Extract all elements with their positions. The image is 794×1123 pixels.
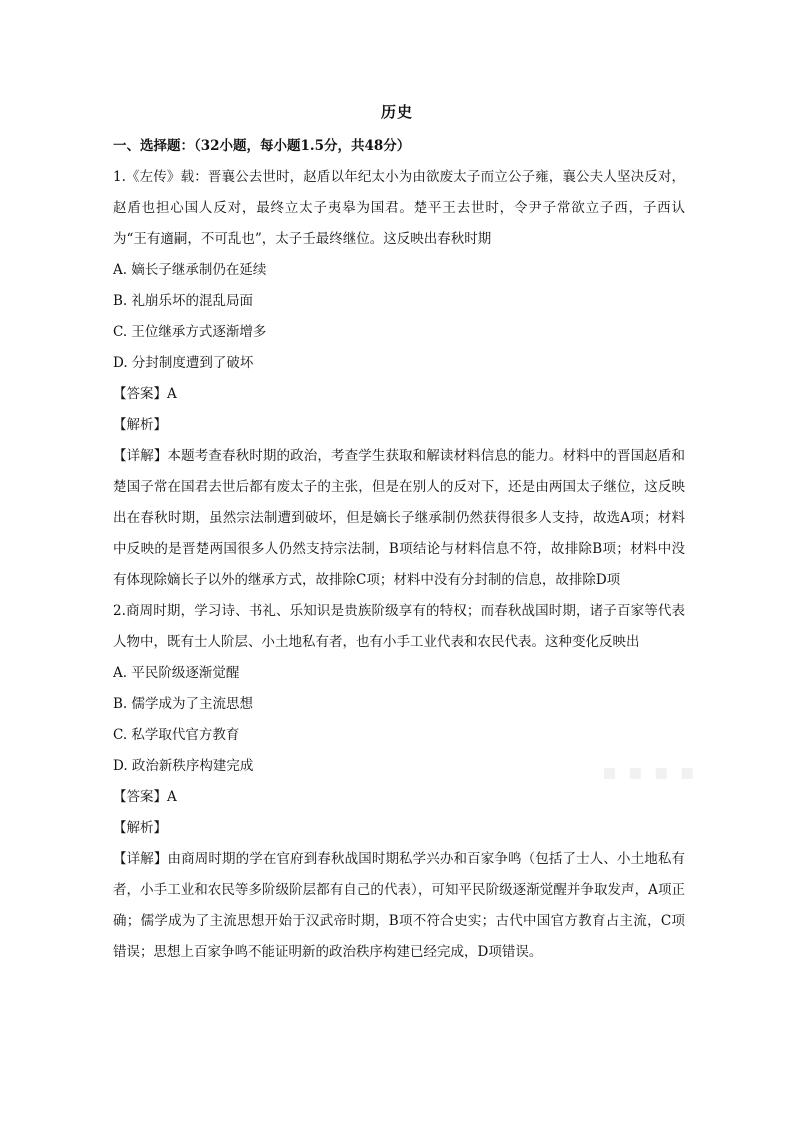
option-a: A. 平民阶级逐渐觉醒 <box>113 665 240 681</box>
document-body <box>113 131 685 968</box>
question-1 <box>113 162 685 596</box>
option-c: C. 私学取代官方教育 <box>113 727 240 743</box>
option-b: B. 礼崩乐坏的混乱局面 <box>113 293 254 309</box>
answer-label: 【答案】A <box>113 386 177 402</box>
question-stem: 2.商周时期，学习诗、书礼、乐知识是贵族阶级享有的特权；而春秋战国时期，诸子百家等代表人物中，既有士人阶层、小土地私有者，也有小手工业代表和农民代表。这种变化反映出 <box>113 603 685 650</box>
analysis-label: 【解析】 <box>113 417 167 433</box>
detail-explanation: 【详解】由商周时期的学在官府到春秋战国时期私学兴办和百家争鸣（包括了士人、小土地私有者，小手工业和农民等多阶级阶层都有自己的代表），可知平民阶级逐渐觉醒并争取发声，A项正确；儒学成为了主流思想开始于汉武帝时期，B项不符合史实；古代中国官方教育占主流，C项错误；思想上百家争鸣不能证明新的政治秩序构建已经完成，D项错误。 <box>113 851 685 960</box>
analysis-label: 【解析】 <box>113 820 167 836</box>
document-title: 历史 <box>380 103 413 121</box>
section-heading: 一、选择题：（32小题，每小题1.5分，共48分） <box>113 138 411 154</box>
option-b: B. 儒学成为了主流思想 <box>113 696 254 712</box>
faint-watermark: ▪ ▪ ▪ ▪ <box>602 760 697 785</box>
option-d: D. 政治新秩序构建完成 <box>113 758 254 774</box>
question-stem: 1.《左传》载：晋襄公去世时，赵盾以年纪太小为由欲废太子而立公子雍，襄公夫人坚决反对，赵盾也担心国人反对，最终立太子夷皋为国君。楚平王去世时，令尹子常欲立子西，子西认为“王有適嗣，不可乱也”，太子壬最终继位。这反映出春秋时期 <box>113 169 685 247</box>
question-2 <box>113 596 685 968</box>
detail-explanation: 【详解】本题考查春秋时期的政治，考查学生获取和解读材料信息的能力。材料中的晋国赵盾和楚国子常在国君去世后都有废太子的主张，但是在别人的反对下，还是由两国太子继位，这反映出在春秋时期，虽然宗法制遭到破坏，但是嫡长子继承制仍然获得很多人支持，故选A项；材料中反映的是晋楚两国很多人仍然支持宗法制，B项结论与材料信息不符，故排除B项；材料中没有体现除嫡长子以外的继承方式，故排除C项；材料中没有分封制的信息，故排除D项 <box>113 448 685 588</box>
option-a: A. 嫡长子继承制仍在延续 <box>113 262 267 278</box>
option-c: C. 王位继承方式逐渐增多 <box>113 324 267 340</box>
option-d: D. 分封制度遭到了破坏 <box>113 355 254 371</box>
answer-label: 【答案】A <box>113 789 177 805</box>
